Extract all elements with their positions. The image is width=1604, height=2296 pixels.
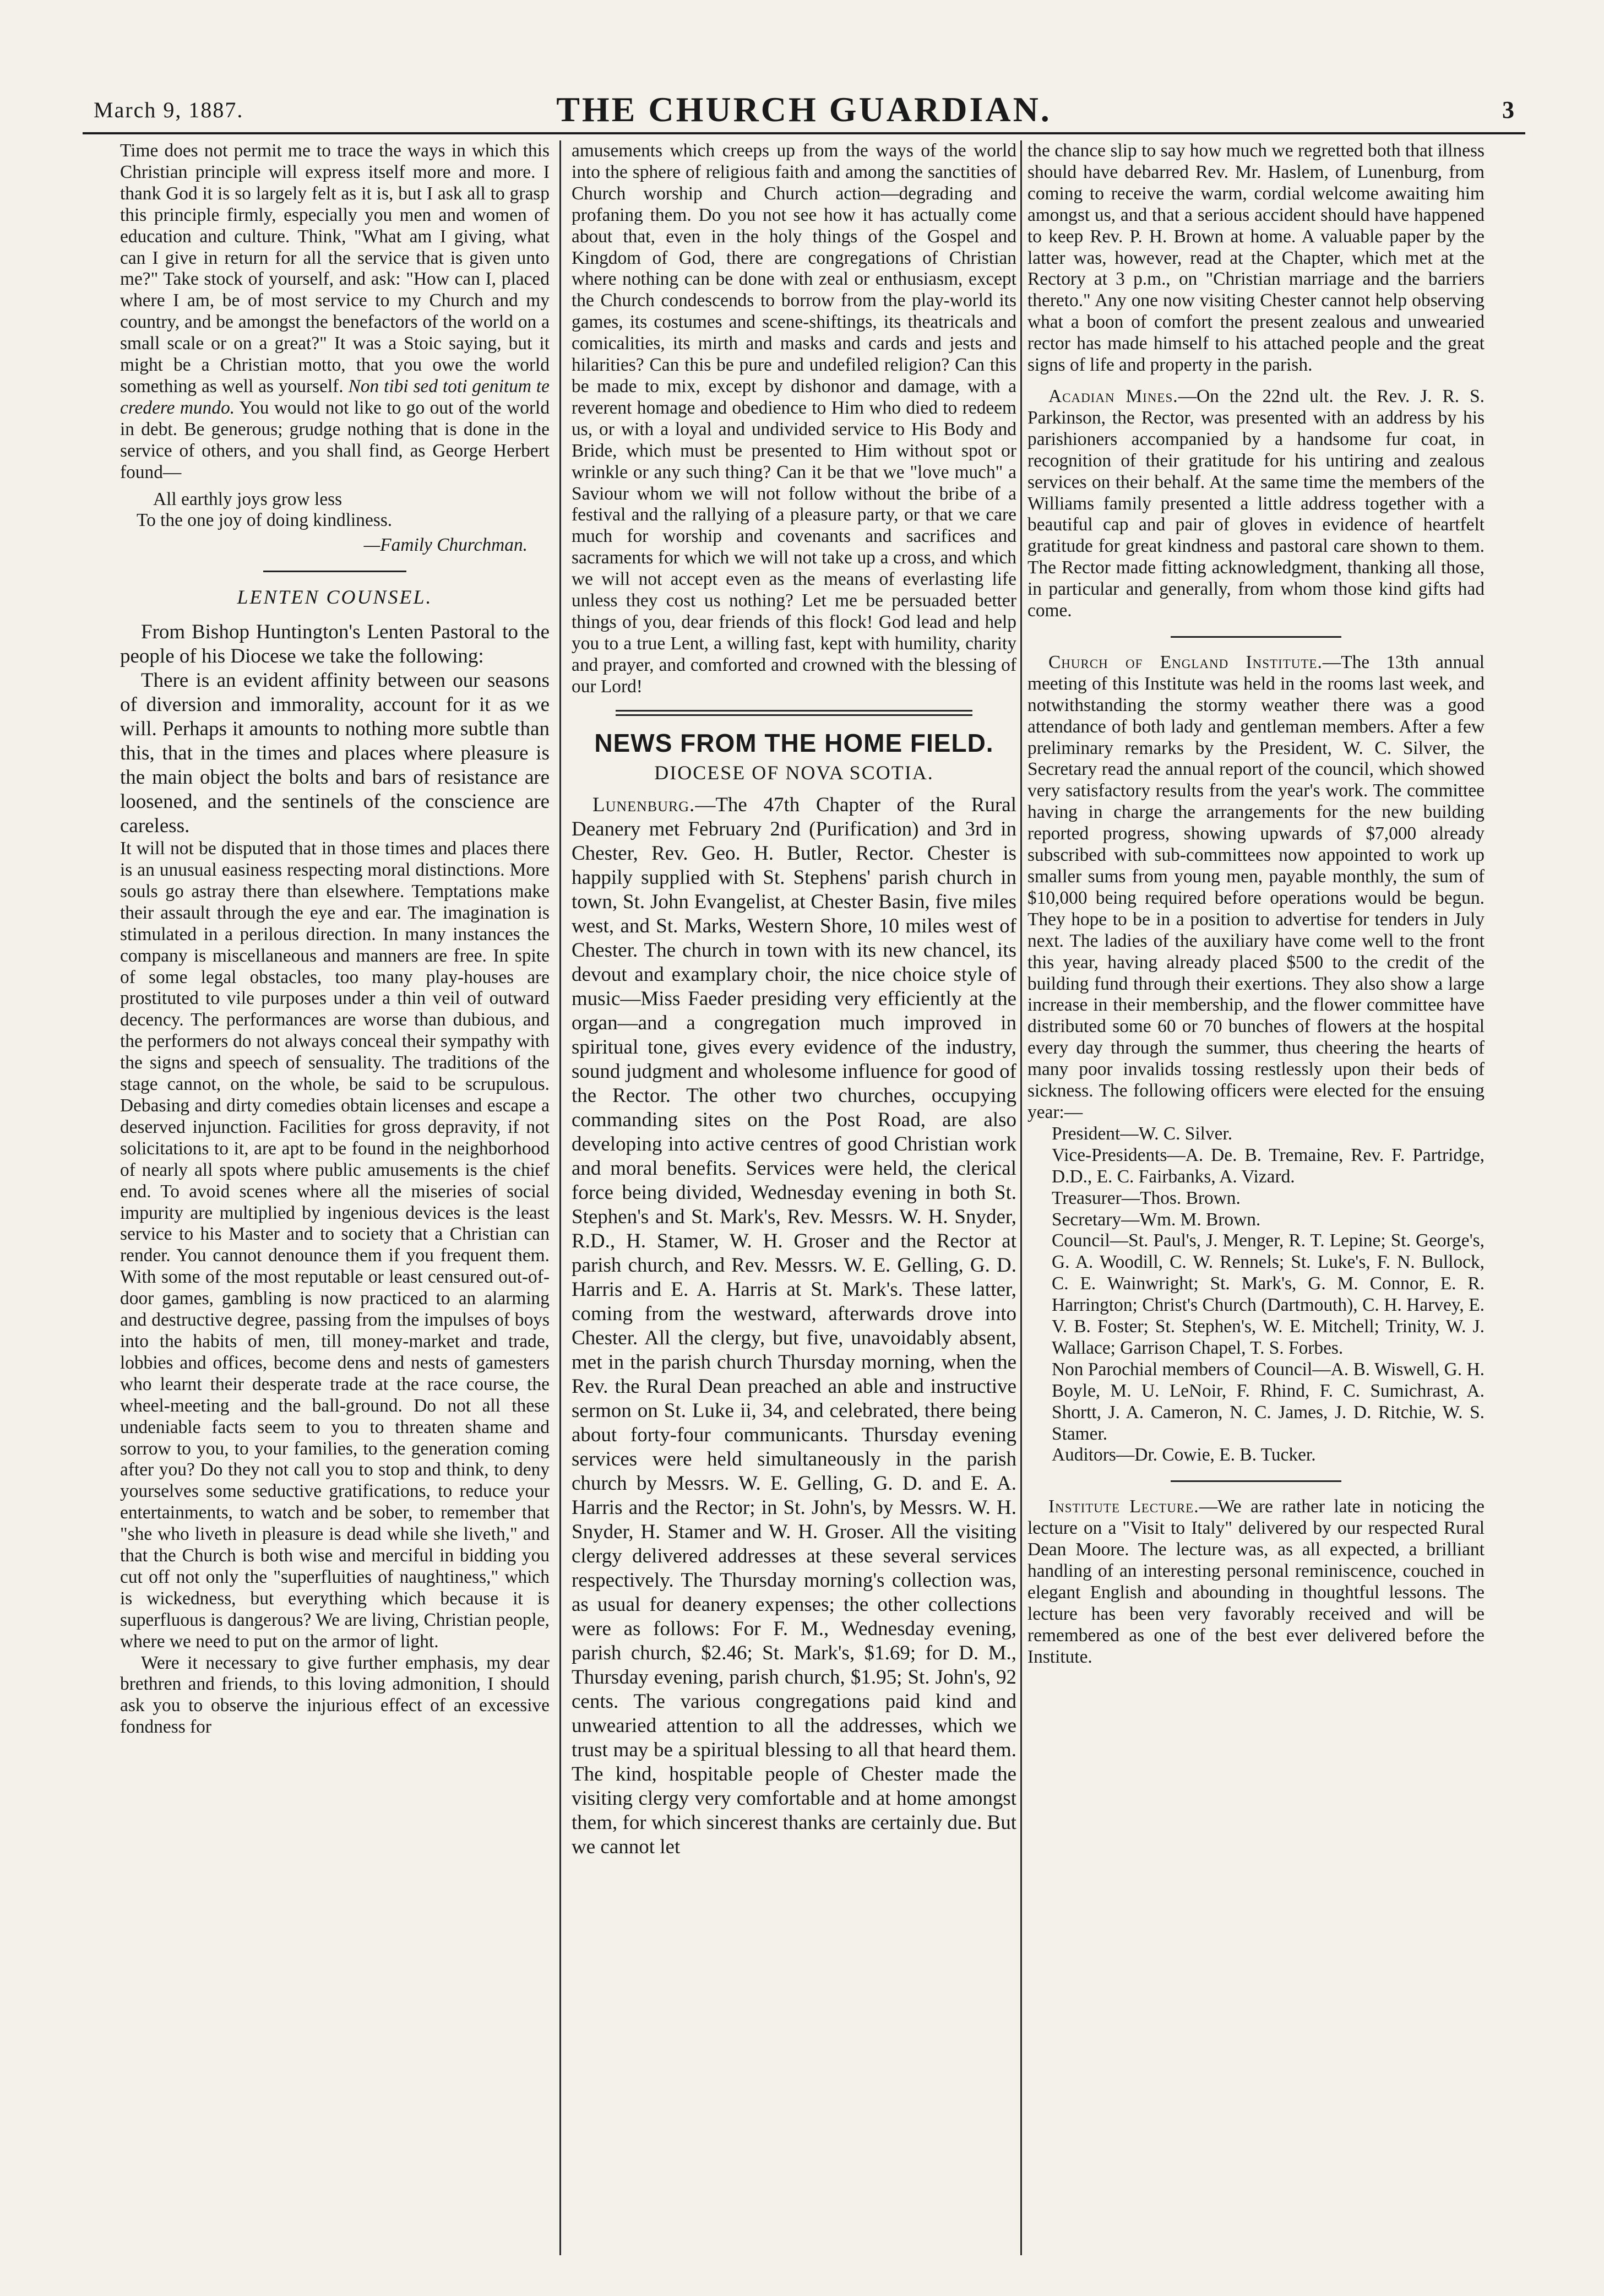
- article-intro: From Bishop Huntington's Lenten Pastoral to the people of his Diocese we take the following:: [120, 621, 550, 668]
- article-paragraph: It will not be disputed that in those times and places there is an unusual easiness respecting moral distinctions. More souls go astray there than elsewhere. Temptations make their assault through the eye and ear. The imagination is stimulated in a perilous direction. In many instances the company is miscellaneous and manners are free. In spite of some legal obstacles, too many play-houses are prostituted to vile purposes under a thin veil of outward decency. The performances are worse than dubious, and the performers do not always conceal their sympathy with the signs and speech of sensuality. The traditions of the stage cannot, on the whole, be said to be scrupulous. Debasing and dirty comedies obtain licenses and escape a deserved injunction. Facilities for gross depravity, if not solicitations to it, are apt to be found in the neighborhood of nearly all spots where public amusements is the chief end. To avoid scenes where all the miseries of social impurity are multiplied by ingenious devices is the least service to his Master and to society that a Christian can render. You cannot denounce them if you frequent them. With some of the most reputable or least censured out-of-door games, gambling is now practiced to an alarming and destructive degree, passing from the impulses of boys into the habits of men, till money-market and trade, lobbies and offices, become dens and nests of gamesters who learnt their desperate trade at the race course, the wheel-meeting and the ball-ground. Do not all these undeniable facts seem to you to threaten shame and sorrow to you, to your families, to the generation coming after you? Do they not call you to stop and think, to deny yourselves some seductive gratifications, to reduce your entertainments, to watch and be sober, to remember that "she who liveth in pleasure is dead while she liveth," and that the Church is both wise and merciful in bidding you cut off not only the "superfluities of naughtiness," which is wickedness, but everything which because it is superfluous is dangerous? We are living, Christian people, where we need to put on the armor of light.: [120, 838, 550, 1652]
- issue-date: March 9, 1887.: [94, 97, 244, 122]
- news-item: Acadian Mines.—On the 22nd ult. the Rev. J. R. S. Parkinson, the Rector, was presented with an address by his parishioners accompanied by a handsome fur coat, in recognition of their gratitude for his untiring and zealous services on their behalf. At the same time the members of the Williams family presented a little address together with a beautiful cap and pair of gloves in evidence of heartfelt gratitude for great kindness and pastoral care shown to them. The Rector made fitting acknowledgment, thanking all those, in particular and generally, from whom those kind gifts had come.: [1027, 386, 1485, 621]
- source-attribution: —Family Churchman.: [363, 535, 528, 556]
- section-rule: [263, 571, 406, 572]
- column-2: [572, 140, 1016, 2255]
- officer-entry: Non Parochial members of Council—A. B. Wiswell, G. H. Boyle, M. U. LeNoir, F. Rhind, F. C. Sumichrast, A. Shortt, J. A. Cameron, N. C. James, J. D. Ritchie, W. S. Stamer.: [1052, 1359, 1485, 1444]
- place-label: Church of England Institute.: [1048, 652, 1323, 672]
- officer-entry: Auditors—Dr. Cowie, E. B. Tucker.: [1052, 1445, 1316, 1465]
- page-number: 3: [1502, 96, 1514, 123]
- place-label: Lunenburg.: [592, 794, 695, 817]
- place-label: Institute Lecture.: [1048, 1496, 1199, 1517]
- officer-entry: Treasurer—Thos. Brown.: [1052, 1187, 1241, 1208]
- news-item: Lunenburg.—The 47th Chapter of the Rural Deanery met February 2nd (Purification) and 3rd in Chester, Rev. Geo. H. Butler, Rector. Chester is happily supplied with St. Stephens' parish church in town, St. John Evangelist, at Chester Basin, five miles west, and St. Marks, Western Shore, 10 miles west of Chester. The church in town with its new chancel, its devout and examplary choir, the nice choice style of music—Miss Faeder presiding very efficiently at the organ—and a congregation much improved in spiritual tone, gives every evidence of the industry, sound judgment and wholesome influence for good of the Rector. The other two churches, occupying commanding sites on the Post Road, are also developing into active centres of good Christian work and moral benefits. Services were held, the clerical force being divided, Wednesday evening in both St. Stephen's and St. Mark's, Rev. Messrs. W. H. Snyder, R.D., H. Stamer, W. H. Groser and the Rector at parish church, and Rev. Messrs. W. E. Gelling, G. D. Harris and E. A. Harris at St. Mark's. These latter, coming from the westward, afterwards drove into Chester. All the clergy, but five, unavoidably absent, met in the parish church Thursday morning, when the Rev. the Rural Dean preached an able and instructive sermon on St. Luke ii, 34, and celebrated, there being about forty-four communicants. Thursday evening services were held simultaneously in the parish church by Messrs. W. E. Gelling, G. D. and E. A. Harris and the Rector; in St. John's, by Messrs. W. H. Snyder, H. Stamer and W. H. Groser. All the visiting clergy delivered addresses at these several services respectively. The Thursday morning's collection was, as usual for deanery expenses; the other collections were as follows: For F. M., Wednesday evening, parish church, $2.46; St. Mark's, $1.69; for D. M., Thursday evening, parish church, $1.95; St. John's, 92 cents. The various congregations paid kind and unwearied attention to all the addresses, which we trust may be a spiritual blessing to all that heard them. The kind, hospitable people of Chester made the visiting clergy very comfortable and at home amongst them, for which sincerest thanks are certainly due. But we cannot let: [572, 794, 1016, 1859]
- officers-list: [1027, 1123, 1485, 1467]
- poem-line: To the one joy of doing kindliness.: [137, 510, 393, 531]
- section-rule: [1171, 1480, 1341, 1482]
- section-rule: [1171, 636, 1341, 638]
- masthead: [83, 83, 1525, 134]
- officer-entry: Council—St. Paul's, J. Menger, R. T. Lepine; St. George's, G. A. Woodill, C. W. Rennels; St. Luke's, F. N. Bullock, C. E. Wainwright; St. Mark's, G. M. Connor, E. R. Harrington; Christ's Church (Dartmouth), C. H. Harvey, E. V. B. Foster; St. Stephen's, W. E. Mitchell; Trinity, W. J. Wallace; Garrison Chapel, T. S. Forbes.: [1052, 1230, 1485, 1358]
- news-item: Institute Lecture.—We are rather late in noticing the lecture on a "Visit to Italy" delivered by our respected Rural Dean Moore. The lecture was, as all expected, a brilliant handling of an interesting personal reminiscence, couched in elegant English and abounding in thoughtful lessons. The lecture has been very favorably received and will be remembered as one of the best ever delivered before the Institute.: [1027, 1496, 1485, 1667]
- column-1: [120, 140, 550, 2255]
- article-paragraph: Were it necessary to give further emphasis, my dear brethren and friends, to this loving admonition, I should ask you to observe the injurious effect of an excessive fondness for: [120, 1652, 550, 1738]
- subsection-heading: DIOCESE OF NOVA SCOTIA.: [654, 761, 934, 784]
- column-divider: [1020, 140, 1022, 2255]
- column-divider: [559, 140, 561, 2255]
- news-item: the chance slip to say how much we regretted both that illness should have debarred Rev. Mr. Haslem, of Lunenburg, from coming to receive the warm, cordial welcome awaiting him amongst us, and that a serious accident should have happened to keep Rev. P. H. Brown at home. A valuable paper by the latter was, however, read at the Chapter, which met at the Rectory at 3 p.m., on "Christian marriage and the barriers thereto." Any one now visiting Chester cannot help observing what a boon of comfort the present zealous and unwearied rector has made himself to his attached people and the great signs of life and property in the parish.: [1027, 140, 1485, 376]
- latin-quote: Non tibi sed toti genitum te credere mundo.: [120, 376, 550, 418]
- poem-line: All earthly joys grow less: [153, 488, 342, 509]
- article-paragraph: amusements which creeps up from the ways of the world into the sphere of religious faith and among the sanctities of Church worship and Church action—degrading and profaning them. Do you not see how it has actually come about that, even in the holy things of the Gospel and Kingdom of God, there are congregations of Christian where nothing can be done with zeal or enthusiasm, except the Church condescends to borrow from the play-world its games, its costumes and scene-shiftings, its theatricals and comicalities, its mirth and masks and cards and jests and hilarities? Can this be pure and undefiled religion? Can this be made to mix, except by dishonor and damage, with a reverent homage and obedience to Him who died to redeem us, or with a loyal and undivided service to His Body and Bride, which must be presented to Him without spot or wrinkle or any such thing? Can it be that we "love much" a Saviour whom we will not follow without the bribe of a festival and the rallying of a pleasure party, or that we care much for worship and covenants and sacrifices and sacraments for which we will not take up a cross, and which we will not accept even as the means of everlasting life unless they cost us nothing? Let me be persuaded better things of you, dear friends of this flock! God lead and help you to a true Lent, a willing fast, kept with humility, charity and prayer, and comforted and crowned with the blessing of our Lord!: [572, 140, 1016, 697]
- officer-entry: Vice-Presidents—A. De. B. Tremaine, Rev. F. Partridge, D.D., E. C. Fairbanks, A. Vizard.: [1052, 1144, 1485, 1187]
- column-3: [1027, 140, 1485, 2255]
- article-paragraph: There is an evident affinity between our seasons of diversion and immorality, account for it as we will. Perhaps it amounts to nothing more subtle than this, that in the times and places where pleasure is the main object the bolts and bars of resistance are loosened, and the sentinels of the conscience are careless.: [120, 669, 550, 838]
- poem: [137, 488, 550, 532]
- article-heading: LENTEN COUNSEL.: [237, 586, 433, 609]
- news-item: Church of England Institute.—The 13th annual meeting of this Institute was held in the rooms last week, and notwithstanding the stormy weather there was a good attendance of both lady and gentleman members. After a few preliminary remarks by the President, W. C. Silver, the Secretary read the annual report of the council, which showed very satisfactory results from the year's work. The committee having in charge the arrangements for the new building reported progress, showing upwards of $7,000 already subscribed with sub-committees now appointed to work up smaller sums from young men, payable monthly, the sum of $10,000 being required before operations would be begun. They hope to be in a position to advertise for tenders in July next. The ladies of the auxiliary have come well to the front this year, having already placed $500 to the credit of the building fund through their exertions. They also show a large increase in their membership, and the flower committee have distributed some 60 or 70 bunches of flowers at the hospital every day through the summer, thus cheering the hearts of many poor invalids tossing restlessly upon their beds of sickness. The following officers were elected for the ensuing year:—: [1027, 652, 1485, 1122]
- section-heading: NEWS FROM THE HOME FIELD.: [594, 728, 994, 757]
- officer-entry: President—W. C. Silver.: [1052, 1123, 1233, 1144]
- place-label: Acadian Mines.: [1048, 386, 1178, 406]
- newspaper-title: THE CHURCH GUARDIAN.: [556, 90, 1052, 129]
- article-paragraph: Time does not permit me to trace the ways in which this Christian principle will express itself more and more. I thank God it is so largely felt as it is, but I ask all to grasp this principle firmly, especially you men and women of education and culture. Think, "What am I giving, what can I give in return for all the service that is given unto me?" Take stock of yourself, and ask: "How can I, placed where I am, be of most service to my Church and my country, and be amongst the benefactors of the world on a small scale or on a great?" It was a Stoic saying, but it might be a Christian motto, that you owe the world something as well as yourself. Non tibi sed toti genitum te credere mundo. You would not like to go out of the world in debt. Be generous; grudge nothing that is done in the service of others, and you shall find, as George Herbert found—: [120, 140, 550, 482]
- section-rule: [616, 710, 972, 716]
- officer-entry: Secretary—Wm. M. Brown.: [1052, 1209, 1261, 1230]
